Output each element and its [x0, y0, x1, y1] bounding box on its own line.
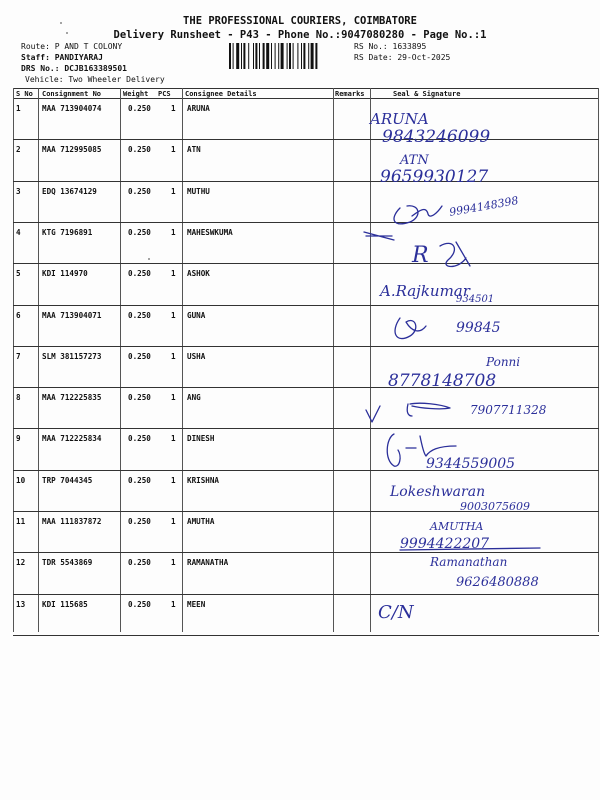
cell-sno: 1 [16, 104, 21, 113]
cell-weight: 0.250 [128, 104, 151, 113]
cell-weight: 0.250 [128, 310, 151, 320]
row3-signature-scribble [394, 206, 442, 224]
cell-sno: 4 [16, 227, 21, 237]
drs-value: DCJB163389501 [64, 64, 127, 73]
cell-sno: 2 [16, 145, 21, 155]
cell-weight: 0.250 [128, 145, 151, 155]
cell-consignee: MEEN [187, 599, 206, 609]
row4-signature-mark: R [412, 243, 429, 268]
cell-consignee: USHA [187, 351, 206, 361]
cell-pcs: 1 [171, 145, 176, 155]
cell-consignment: TDR 5543869 [42, 558, 93, 568]
barcode-bar [311, 43, 314, 69]
barcode-bar [297, 43, 298, 69]
cell-consignment: KDI 114970 [42, 269, 88, 279]
row13-signature-mark: C/N [378, 602, 414, 623]
barcode-bar [266, 43, 269, 69]
cell-sno: 11 [16, 517, 26, 526]
cell-pcs: 1 [171, 186, 176, 196]
cell-pcs: 1 [171, 393, 176, 403]
cell-consignment: MAA 712225834 [42, 434, 102, 444]
table-top-border [13, 88, 599, 89]
route-line [21, 42, 122, 51]
row5-signature-name: A.Rajkumar [380, 282, 470, 300]
cell-sno: 13 [16, 599, 26, 609]
header-remarks: Remarks [335, 90, 365, 98]
staff-value: PANDIYARAJ [54, 53, 103, 62]
rs-no-line [354, 42, 426, 51]
header-consignment: Consignment No [42, 90, 102, 98]
barcode-bar [303, 43, 305, 69]
drs-label: DRS No.: [21, 64, 60, 73]
barcode-bar [281, 43, 284, 69]
barcode-bar [301, 43, 302, 69]
barcode-bar [315, 43, 317, 69]
row2-signature-name: ATN [400, 153, 429, 168]
row10-signature-name: Lokeshwaran [390, 484, 486, 500]
vehicle-line [25, 75, 165, 84]
barcode-bar [293, 43, 294, 69]
row7-signature-name: Ponni [486, 355, 521, 369]
cell-consignee: ATN [187, 145, 201, 155]
row12-signature-phone: 9626480888 [456, 575, 539, 590]
cell-pcs: 1 [171, 269, 176, 279]
cell-consignee: ASHOK [187, 269, 210, 279]
rs-date-line [354, 53, 450, 62]
row9-signature-phone: 9344559005 [426, 456, 516, 472]
barcode-bar [278, 43, 279, 69]
cell-sno: 8 [16, 393, 21, 403]
cell-sno: 3 [16, 186, 21, 196]
cell-consignee: AMUTHA [187, 517, 215, 526]
barcode-bar [287, 43, 288, 69]
cell-sno: 6 [16, 310, 21, 320]
row11-signature-phone: 9994422207 [400, 536, 490, 552]
cell-weight: 0.250 [128, 227, 151, 237]
barcode-bar [236, 43, 239, 69]
scan-speck [148, 258, 150, 260]
cell-consignee: MAHESWKUMA [187, 227, 233, 237]
cell-pcs: 1 [171, 558, 176, 568]
scan-speck [60, 22, 62, 24]
barcode-bar [308, 43, 309, 69]
cell-weight: 0.250 [128, 475, 151, 485]
runsheet-title: Delivery Runsheet - P43 - Phone No.:9047080280 - Page No.:1 [113, 29, 487, 41]
cell-weight: 0.250 [128, 558, 151, 568]
cell-consignment: KDI 115685 [42, 599, 88, 609]
cell-consignee: GUNA [187, 310, 206, 320]
header-weight: Weight [123, 90, 149, 98]
staff-line [21, 53, 103, 62]
cell-sno: 9 [16, 434, 21, 444]
row6-signature-scribble [395, 318, 426, 339]
cell-pcs: 1 [171, 475, 176, 485]
company-title: THE PROFESSIONAL COURIERS, COIMBATORE [183, 15, 417, 27]
barcode-bar [289, 43, 291, 69]
barcode-bar [241, 43, 242, 69]
drs-line [21, 64, 127, 73]
cell-pcs: 1 [171, 517, 176, 526]
cell-weight: 0.250 [128, 186, 151, 196]
cell-pcs: 1 [171, 227, 176, 237]
cell-consignment: MAA 713904071 [42, 310, 102, 320]
vehicle-label: Vehicle: [25, 75, 64, 84]
cell-consignee: ANG [187, 393, 201, 403]
staff-label: Staff: [21, 53, 50, 62]
signature-overlay [360, 96, 590, 636]
row8-signature-scribble [366, 403, 450, 422]
cell-consignment: MAA 712225835 [42, 393, 102, 403]
cell-sno: 10 [16, 475, 26, 485]
route-label: Route: [21, 42, 50, 51]
rs-date-value: 29-Oct-2025 [397, 53, 451, 62]
cell-pcs: 1 [171, 434, 176, 444]
barcode-bar [248, 43, 249, 69]
barcode-bar [229, 43, 231, 69]
cell-consignee: DINESH [187, 434, 215, 444]
cell-sno: 5 [16, 269, 21, 279]
route-value: P AND T COLONY [54, 42, 123, 51]
barcode-bar [271, 43, 272, 69]
cell-pcs: 1 [171, 310, 176, 320]
cell-weight: 0.250 [128, 269, 151, 279]
scan-speck [66, 32, 68, 34]
row8-signature-phone: 7907711328 [470, 403, 547, 417]
header-seal: Seal & Signature [393, 90, 461, 98]
cell-weight: 0.250 [128, 599, 151, 609]
rs-date-label: RS Date: [354, 53, 393, 62]
cell-weight: 0.250 [128, 517, 151, 526]
row6-signature-phone: 99845 [456, 320, 501, 336]
row10-signature-phone: 9003075609 [460, 500, 530, 513]
row3-signature-phone: 9994148398 [448, 193, 520, 219]
vehicle-value: Two Wheeler Delivery [68, 75, 165, 84]
rs-no-label: RS No.: [354, 42, 388, 51]
cell-consignment: MAA 712995085 [42, 145, 102, 155]
barcode-bar [253, 43, 254, 69]
row4-strike [364, 232, 394, 240]
cell-consignment: KTG 7196891 [42, 227, 93, 237]
barcode-image [229, 43, 349, 69]
header-pcs: PCS [158, 90, 171, 98]
barcode-bar [263, 43, 265, 69]
cell-pcs: 1 [171, 351, 176, 361]
row1-signature-phone: 9843246099 [382, 127, 491, 147]
row2-signature-phone: 9659930127 [380, 167, 489, 187]
cell-sno: 12 [16, 558, 26, 568]
cell-consignment: SLM 381157273 [42, 351, 102, 361]
cell-weight: 0.250 [128, 434, 151, 444]
cell-consignee: ARUNA [187, 104, 210, 113]
header-consignee: Consignee Details [185, 90, 257, 98]
cell-consignee: MUTHU [187, 186, 210, 196]
row4-signature-scribble [440, 242, 470, 267]
row1-signature-name: ARUNA [370, 110, 429, 128]
cell-consignment: EDQ 13674129 [42, 186, 97, 196]
barcode-bar [275, 43, 276, 69]
rs-no-value: 1633895 [392, 42, 427, 51]
row12-signature-name: Ramanathan [430, 555, 508, 569]
cell-weight: 0.250 [128, 393, 151, 403]
cell-weight: 0.250 [128, 351, 151, 361]
barcode-bar [233, 43, 234, 69]
cell-pcs: 1 [171, 104, 176, 113]
cell-consignee: RAMANATHA [187, 558, 229, 568]
cell-consignee: KRISHNA [187, 475, 220, 485]
cell-consignment: TRP 7044345 [42, 475, 93, 485]
barcode-bar [255, 43, 257, 69]
row11-signature-name: AMUTHA [430, 520, 484, 533]
header-sno: S No [16, 90, 33, 98]
cell-consignment: MAA 713904074 [42, 104, 102, 113]
barcode-bar [259, 43, 260, 69]
cell-consignment: MAA 111837872 [42, 517, 102, 526]
row7-signature-phone: 8778148708 [388, 371, 497, 391]
cell-pcs: 1 [171, 599, 176, 609]
cell-sno: 7 [16, 351, 21, 361]
barcode-bar [243, 43, 245, 69]
row5-signature-phone: 934501 [456, 294, 495, 305]
